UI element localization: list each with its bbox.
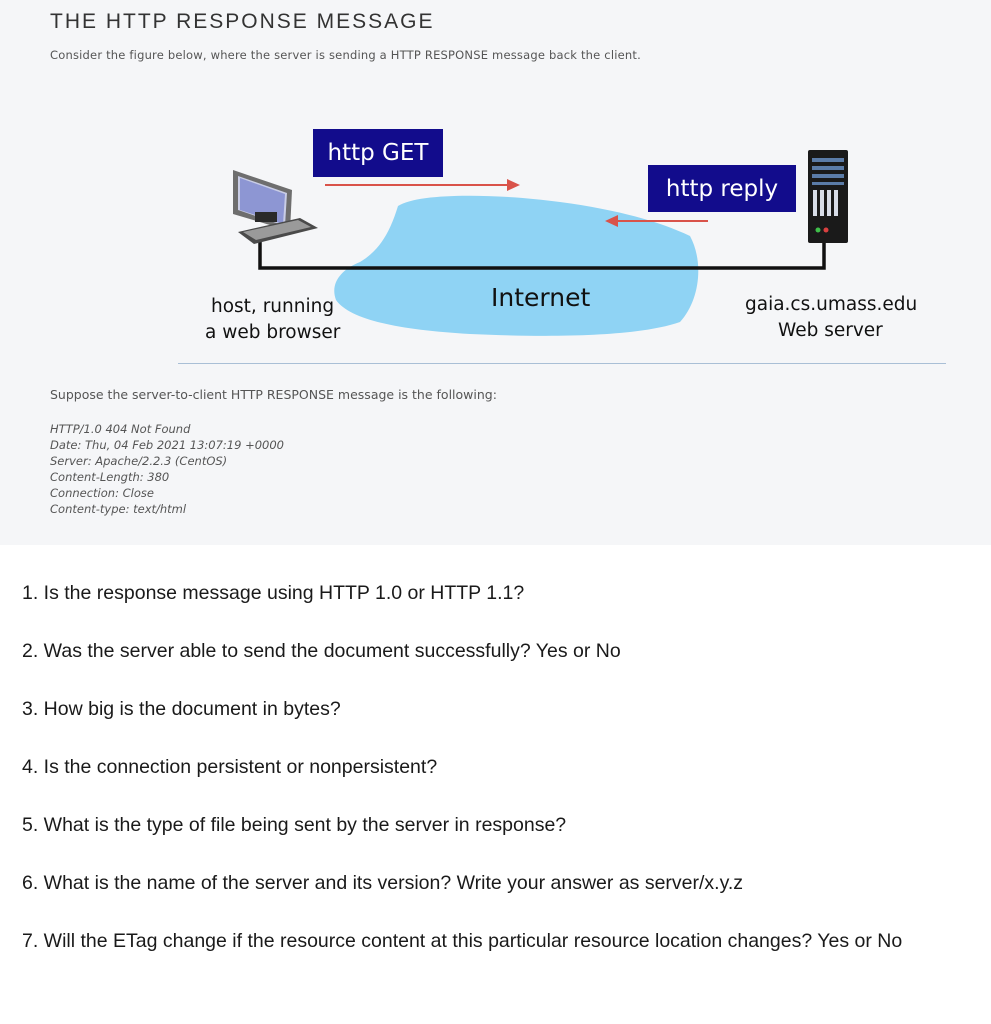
computer-icon	[233, 170, 318, 244]
question-item: 7. Will the ETag change if the resource content at this particular resource location changes? Yes or No	[22, 930, 903, 952]
response-message	[50, 421, 284, 517]
server-icon	[808, 150, 848, 243]
response-line: Date: Thu, 04 Feb 2021 13:07:19 +0000	[50, 438, 284, 452]
response-intro: Suppose the server-to-client HTTP RESPONSE message is the following:	[50, 387, 497, 402]
client-label-line1: host, running	[211, 296, 335, 317]
server-label-line2: Web server	[778, 320, 883, 341]
response-line: Server: Apache/2.2.3 (CentOS)	[50, 454, 228, 468]
client-label-line2: a web browser	[205, 322, 341, 343]
intro-subtitle: Consider the figure below, where the server is sending a HTTP RESPONSE message back the client.	[50, 48, 641, 62]
question-item: 1. Is the response message using HTTP 1.0 or HTTP 1.1?	[22, 582, 525, 604]
question-item: 2. Was the server able to send the document successfully? Yes or No	[22, 640, 621, 662]
http-get-label: http GET	[313, 129, 443, 177]
server-label-line1: gaia.cs.umass.edu	[745, 294, 918, 315]
get-arrowhead	[507, 179, 520, 191]
response-line: Connection: Close	[50, 486, 154, 500]
internet-label: Internet	[491, 283, 591, 312]
question-item: 6. What is the name of the server and its version? Write your answer as server/x.y.z	[22, 872, 744, 894]
divider	[178, 363, 946, 364]
question-item: 3. How big is the document in bytes?	[22, 698, 341, 720]
response-line: HTTP/1.0 404 Not Found	[50, 422, 191, 436]
http-reply-label: http reply	[648, 165, 796, 212]
page-title: THE HTTP RESPONSE MESSAGE	[50, 10, 435, 33]
internet-cloud	[334, 196, 698, 336]
question-item: 5. What is the type of file being sent by the server in response?	[22, 814, 567, 836]
response-line: Content-type: text/html	[50, 502, 187, 516]
response-line: Content-Length: 380	[50, 470, 170, 484]
question-item: 4. Is the connection persistent or nonpersistent?	[22, 756, 438, 778]
